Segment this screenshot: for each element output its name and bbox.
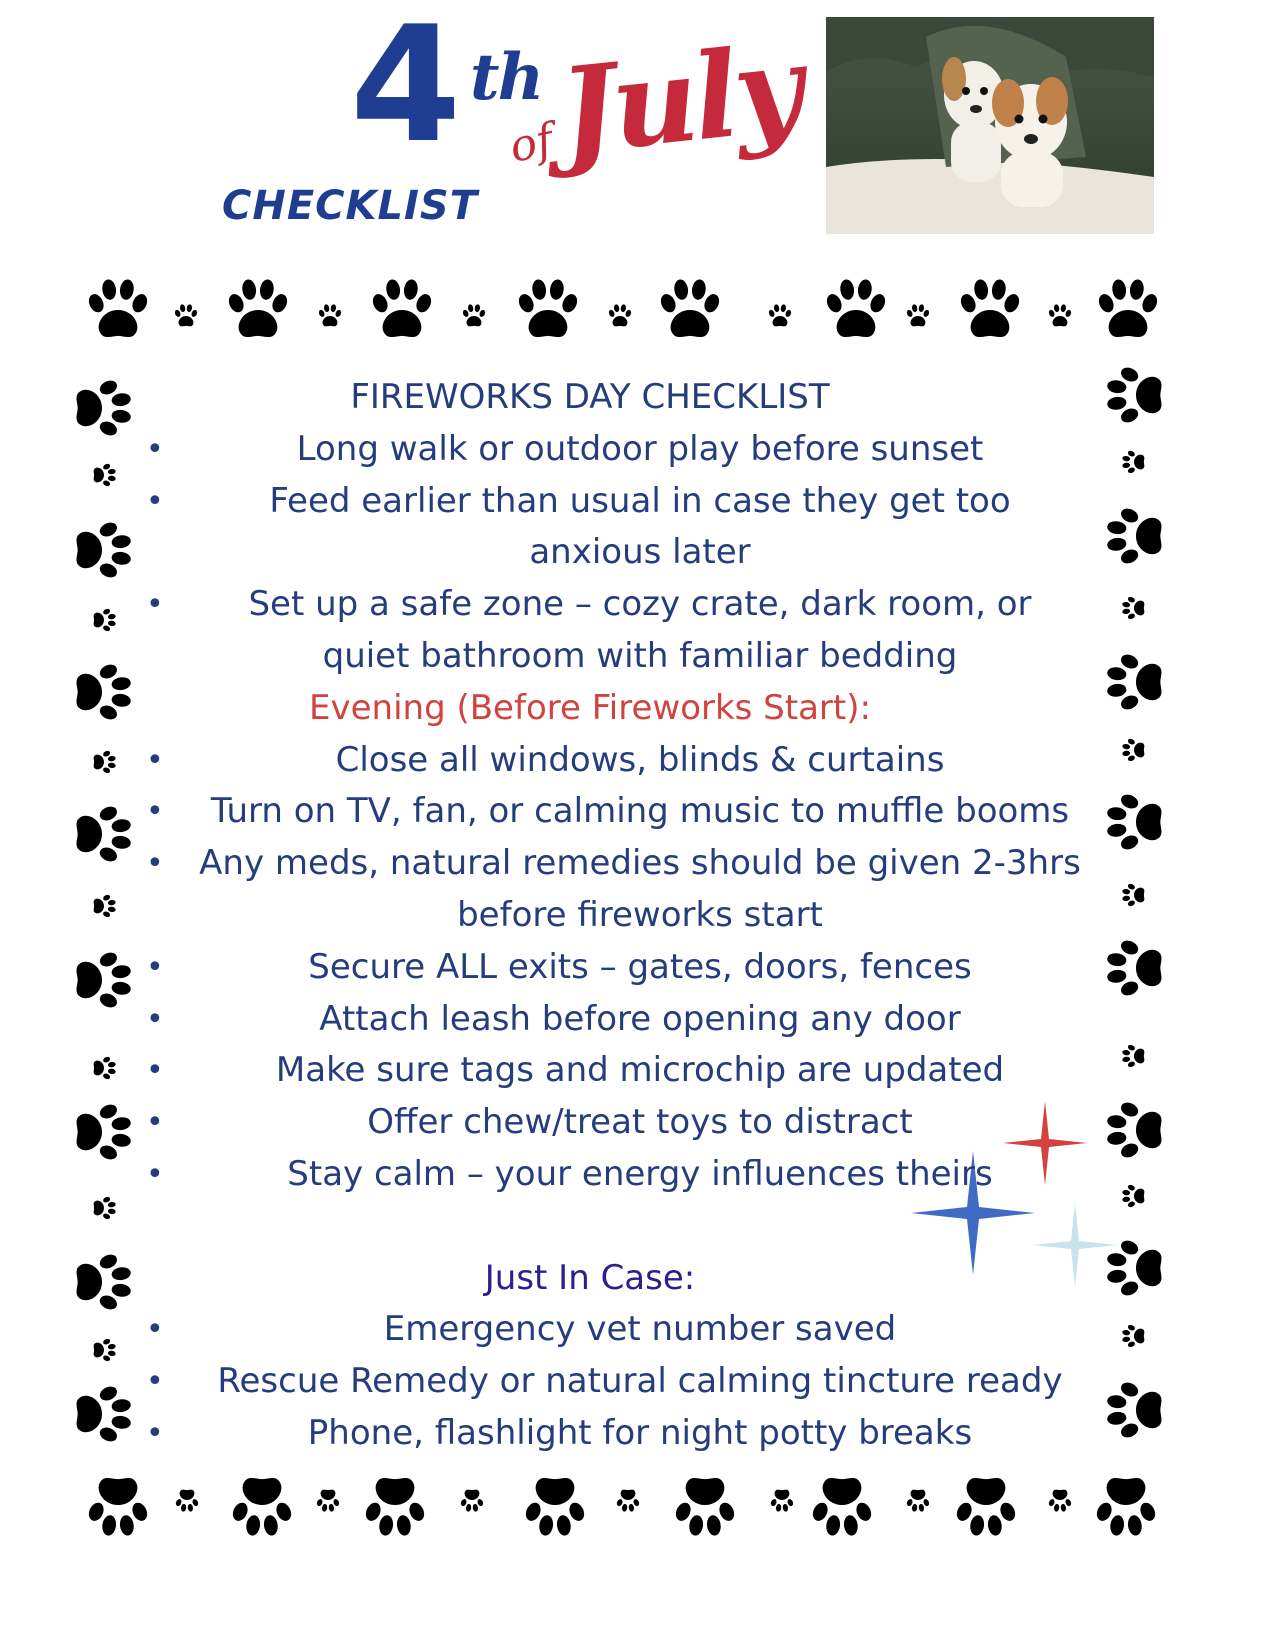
paw-print-icon xyxy=(317,303,343,329)
header-month: July xyxy=(553,17,806,182)
paw-print-icon xyxy=(91,607,117,633)
paw-print-icon xyxy=(315,1487,341,1513)
checklist xyxy=(146,372,1120,1460)
dogs-under-blanket-photo xyxy=(826,17,1154,234)
paw-print-icon xyxy=(173,303,199,329)
paw-print-icon xyxy=(1092,1471,1160,1539)
list-item: • Feed earlier than usual in case they get too xyxy=(160,476,1120,528)
list-item: • Offer chew/treat toys to distract xyxy=(160,1097,1120,1149)
paw-print-icon xyxy=(1121,1043,1147,1069)
paw-print-icon xyxy=(461,303,487,329)
paw-print-icon xyxy=(808,1471,876,1539)
section-heading-just-in-case: Just In Case: xyxy=(484,1257,696,1298)
list-item: • Phone, flashlight for night potty breaks xyxy=(160,1408,1120,1460)
paw-print-icon xyxy=(70,948,134,1012)
paw-print-icon xyxy=(368,276,436,344)
paw-print-icon xyxy=(459,1487,485,1513)
paw-print-icon xyxy=(70,1250,134,1314)
spacer xyxy=(160,1201,1120,1253)
bullet: • xyxy=(146,846,164,882)
paw-print-icon xyxy=(656,276,724,344)
list-item: • Long walk or outdoor play before sunset xyxy=(160,424,1120,476)
paw-print-icon xyxy=(91,1195,117,1221)
list-item: • Turn on TV, fan, or calming music to muffle booms xyxy=(160,786,1120,838)
list-item: • Make sure tags and microchip are updated xyxy=(160,1045,1120,1097)
list-item: • Stay calm – your energy influences theirs xyxy=(160,1149,1120,1201)
bullet: • xyxy=(146,1053,164,1089)
paw-print-icon xyxy=(70,660,134,724)
bullet: • xyxy=(146,1312,164,1348)
list-item-continuation: quiet bathroom with familiar bedding xyxy=(322,635,958,676)
paw-print-icon xyxy=(91,462,117,488)
bullet: • xyxy=(146,1156,164,1192)
header-numeral xyxy=(350,0,490,160)
list-item: • Secure ALL exits – gates, doors, fences xyxy=(160,942,1120,994)
bullet: • xyxy=(146,431,164,467)
paw-print-icon xyxy=(1121,882,1147,908)
paw-print-icon xyxy=(1121,1323,1147,1349)
header-subtitle: CHECKLIST xyxy=(222,183,478,229)
paw-print-icon xyxy=(521,1471,589,1539)
paw-print-icon xyxy=(70,802,134,866)
paw-print-icon xyxy=(956,276,1024,344)
paw-print-icon xyxy=(228,1471,296,1539)
paw-print-icon xyxy=(1121,449,1147,475)
paw-print-icon xyxy=(905,303,931,329)
bullet: • xyxy=(146,742,164,778)
paw-print-icon xyxy=(91,1337,117,1363)
header-ordinal: th xyxy=(470,40,543,115)
paw-print-icon xyxy=(1121,595,1147,621)
paw-print-icon xyxy=(767,303,793,329)
paw-print-icon xyxy=(769,1487,795,1513)
paw-print-icon xyxy=(1094,276,1162,344)
bullet: • xyxy=(146,587,164,623)
paw-print-icon xyxy=(84,276,152,344)
bullet: • xyxy=(146,1415,164,1451)
paw-print-icon xyxy=(952,1471,1020,1539)
paw-print-icon xyxy=(607,303,633,329)
paw-print-icon xyxy=(671,1471,739,1539)
section-heading-evening: Evening (Before Fireworks Start): xyxy=(309,687,871,728)
bullet: • xyxy=(146,1105,164,1141)
svg-text:4: 4 xyxy=(350,0,462,160)
paw-print-icon xyxy=(615,1487,641,1513)
paw-print-icon xyxy=(70,1100,134,1164)
list-item: • Set up a safe zone – cozy crate, dark room, or xyxy=(160,579,1120,631)
paw-print-icon xyxy=(70,376,134,440)
paw-print-icon xyxy=(1121,1183,1147,1209)
paw-print-icon xyxy=(84,1471,152,1539)
list-item: • Attach leash before opening any door xyxy=(160,994,1120,1046)
list-item-continuation: before fireworks start xyxy=(457,894,823,935)
list-item: • Close all windows, blinds & curtains xyxy=(160,735,1120,787)
paw-print-icon xyxy=(1047,1487,1073,1513)
list-item: • Any meds, natural remedies should be given 2-3hrs xyxy=(160,838,1120,890)
paw-print-icon xyxy=(91,1055,117,1081)
bullet: • xyxy=(146,794,164,830)
paw-print-icon xyxy=(224,276,292,344)
paw-print-icon xyxy=(91,893,117,919)
bullet: • xyxy=(146,483,164,519)
bullet: • xyxy=(146,1001,164,1037)
list-item: • Rescue Remedy or natural calming tincture ready xyxy=(160,1356,1120,1408)
bullet: • xyxy=(146,949,164,985)
list-item-continuation: anxious later xyxy=(529,532,751,573)
checklist-title: FIREWORKS DAY CHECKLIST xyxy=(350,377,830,417)
paw-print-icon xyxy=(1047,303,1073,329)
bullet: • xyxy=(146,1364,164,1400)
paw-print-icon xyxy=(174,1487,200,1513)
paw-print-icon xyxy=(905,1487,931,1513)
paw-print-icon xyxy=(91,749,117,775)
paw-print-icon xyxy=(361,1471,429,1539)
paw-print-icon xyxy=(514,276,582,344)
paw-print-icon xyxy=(822,276,890,344)
paw-print-icon xyxy=(70,1382,134,1446)
paw-print-icon xyxy=(1121,737,1147,763)
list-item: • Emergency vet number saved xyxy=(160,1304,1120,1356)
header-of: of xyxy=(505,114,558,173)
paw-print-icon xyxy=(70,518,134,582)
